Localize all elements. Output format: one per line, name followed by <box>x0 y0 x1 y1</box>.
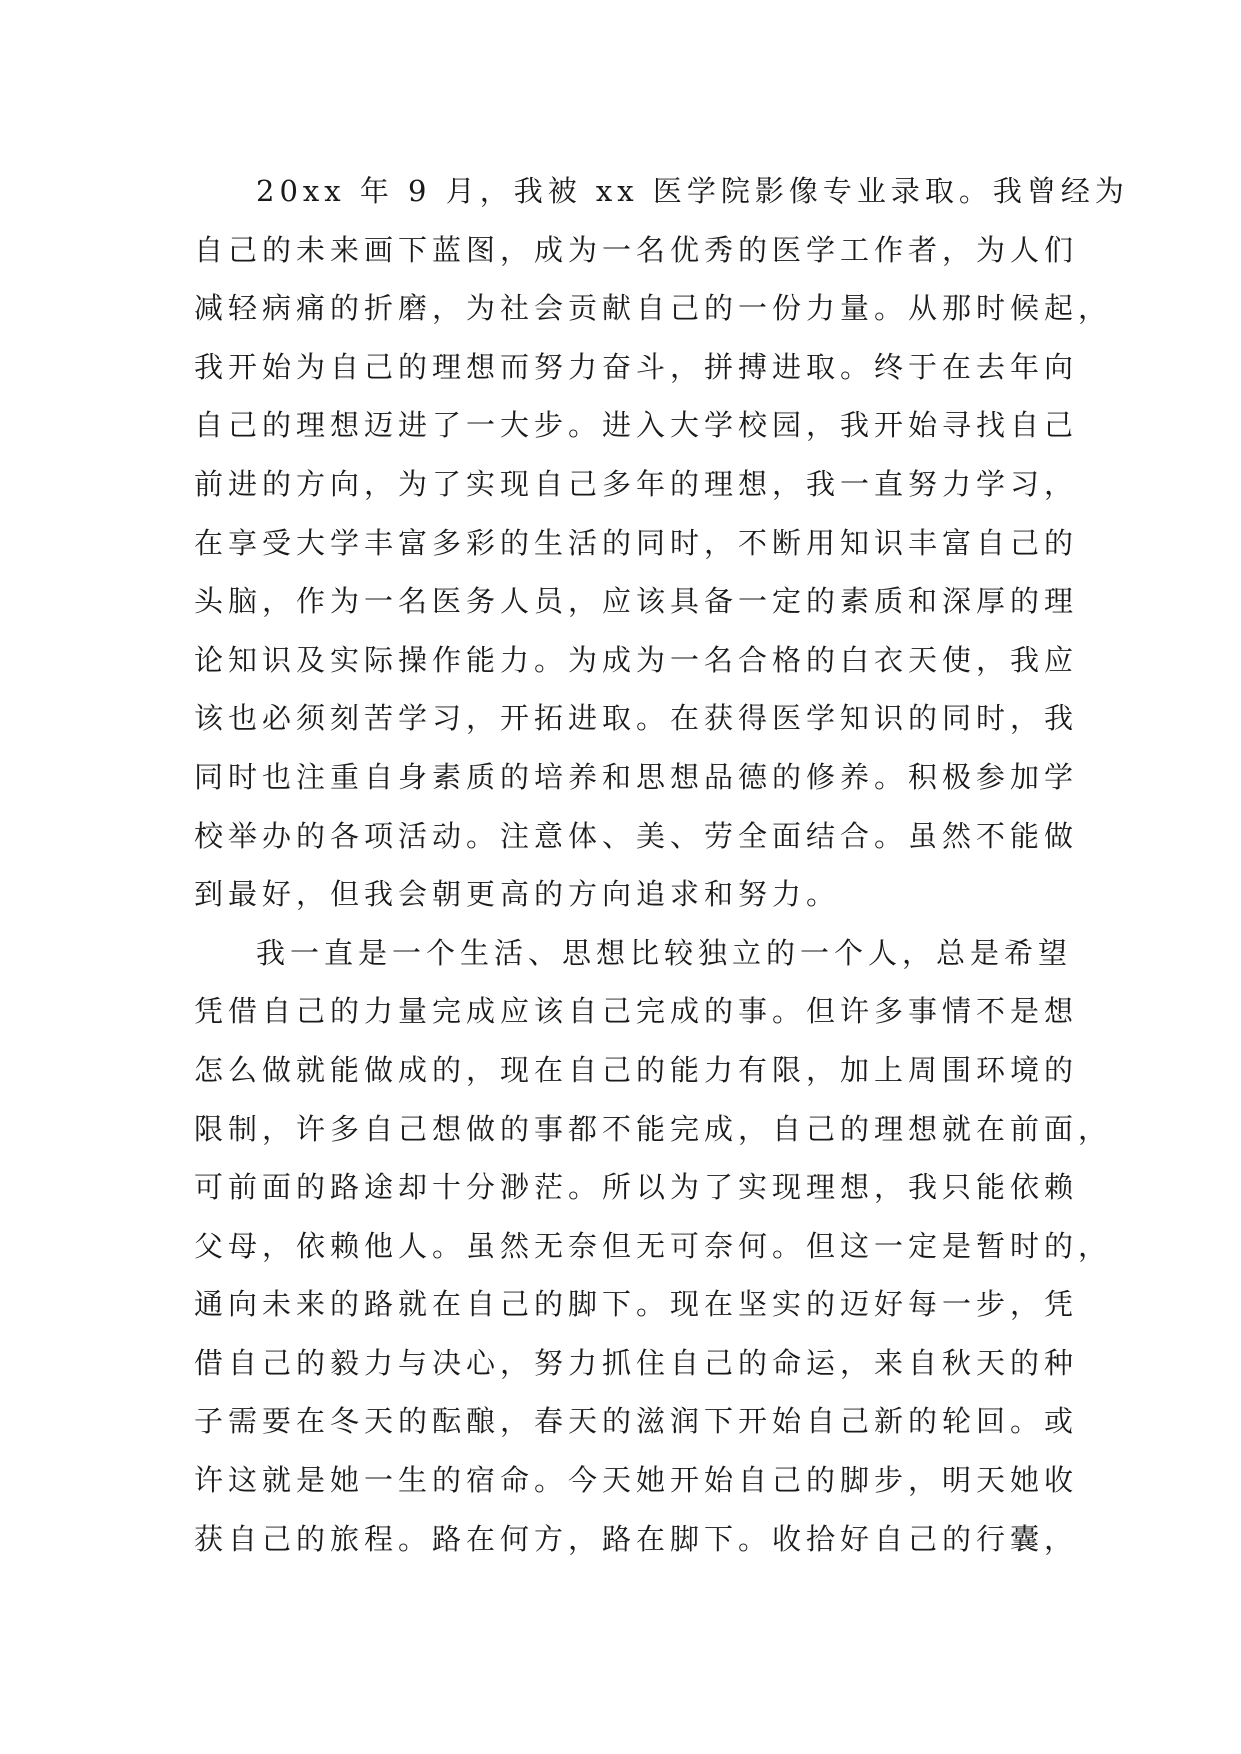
text-line: 到最好，但我会朝更高的方向追求和努力。 <box>194 877 841 912</box>
text-line: 通向未来的路就在自己的脚下。现在坚实的迈好每一步，凭 <box>194 1287 1079 1322</box>
paragraph-2 <box>194 924 1113 1569</box>
text-line: 限制，许多自己想做的事都不能完成，自己的理想就在前面， <box>194 1111 1113 1146</box>
text-line: 父母，依赖他人。虽然无奈但无可奈何。但这一定是暂时的， <box>194 1228 1113 1263</box>
body-text <box>194 162 1129 1568</box>
text-line: 20xx 年 9 月，我被 xx 医学院影像专业录取。我曾经为 <box>256 174 1129 208</box>
text-line: 校举办的各项活动。注意体、美、劳全面结合。虽然不能做 <box>194 818 1079 853</box>
text-line: 自己的未来画下蓝图，成为一名优秀的医学工作者，为人们 <box>194 232 1079 267</box>
paragraph-1 <box>194 162 1129 924</box>
text-line: 头脑，作为一名医务人员，应该具备一定的素质和深厚的理 <box>194 584 1079 619</box>
text-line: 我一直是一个生活、思想比较独立的一个人，总是希望 <box>256 935 1073 970</box>
text-line: 子需要在冬天的酝酿，春天的滋润下开始自己新的轮回。或 <box>194 1404 1079 1439</box>
text-line: 该也必须刻苦学习，开拓进取。在获得医学知识的同时，我 <box>194 701 1079 736</box>
text-line: 自己的理想迈进了一大步。进入大学校园，我开始寻找自己 <box>194 408 1079 443</box>
text-line: 借自己的毅力与决心，努力抓住自己的命运，来自秋天的种 <box>194 1345 1079 1380</box>
text-line: 获自己的旅程。路在何方，路在脚下。收拾好自己的行囊， <box>194 1521 1079 1556</box>
text-line: 许这就是她一生的宿命。今天她开始自己的脚步，明天她收 <box>194 1463 1079 1498</box>
text-line: 怎么做就能做成的，现在自己的能力有限，加上周围环境的 <box>194 1052 1079 1087</box>
text-line: 前进的方向，为了实现自己多年的理想，我一直努力学习， <box>194 466 1079 501</box>
text-line: 在享受大学丰富多彩的生活的同时，不断用知识丰富自己的 <box>194 525 1079 560</box>
text-line: 可前面的路途却十分渺茫。所以为了实现理想，我只能依赖 <box>194 1170 1079 1205</box>
text-line: 同时也注重自身素质的培养和思想品德的修养。积极参加学 <box>194 759 1079 794</box>
text-line: 论知识及实际操作能力。为成为一名合格的白衣天使，我应 <box>194 642 1079 677</box>
text-line: 我开始为自己的理想而努力奋斗，拼搏进取。终于在去年向 <box>194 349 1079 384</box>
text-line: 减轻病痛的折磨，为社会贡献自己的一份力量。从那时候起， <box>194 291 1113 326</box>
text-line: 凭借自己的力量完成应该自己完成的事。但许多事情不是想 <box>194 994 1079 1029</box>
